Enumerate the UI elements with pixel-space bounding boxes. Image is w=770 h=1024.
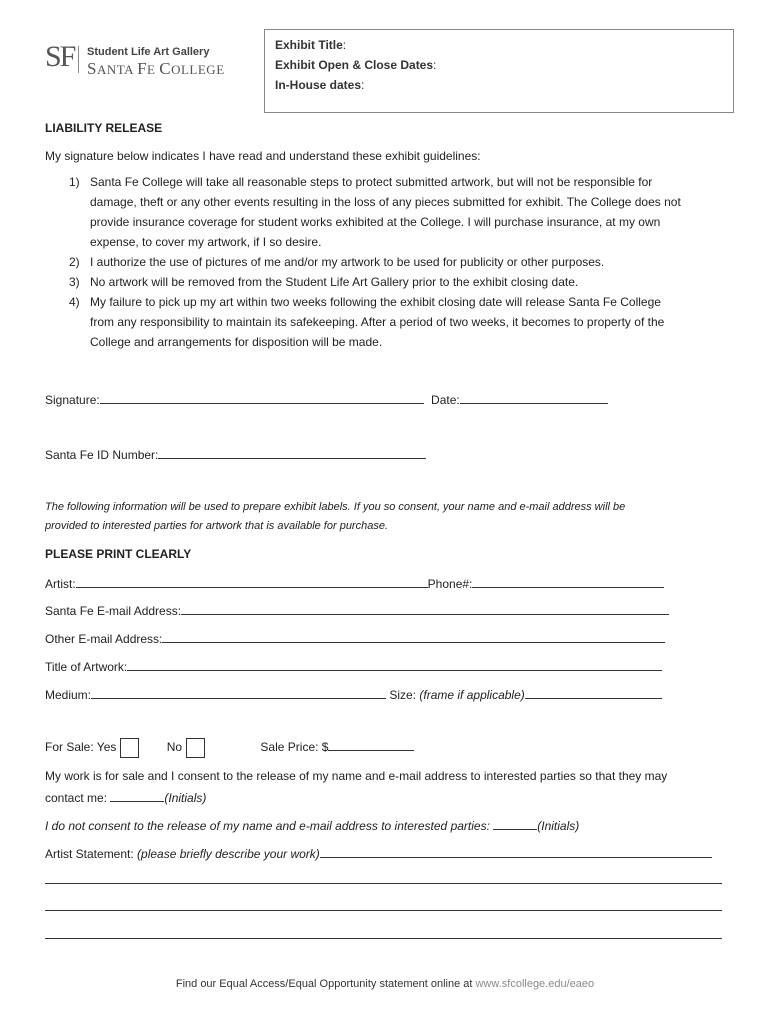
- guidelines-list: [45, 172, 725, 352]
- footer: [0, 978, 770, 990]
- medium-field[interactable]: [91, 686, 386, 699]
- artist-label: Artist:: [45, 577, 76, 591]
- exhibit-dates-field[interactable]: Exhibit Open & Close Dates:: [275, 58, 437, 72]
- signature-field[interactable]: [100, 391, 424, 404]
- no-consent-row: I do not consent to the release of my name and e-mail address to interested parties: (Initials): [45, 819, 580, 833]
- sf-email-field[interactable]: [181, 602, 669, 615]
- guideline-item: 3) No artwork will be removed from the Student Life Art Gallery prior to the exhibit closing date.: [69, 275, 579, 289]
- guideline-item: 2) I authorize the use of pictures of me and/or my artwork to be used for publicity or other purposes.: [69, 255, 605, 269]
- consent-line-2: contact me: (Initials): [45, 791, 207, 805]
- date-label: Date:: [431, 393, 460, 407]
- no-consent-initials-field[interactable]: [493, 817, 537, 830]
- statement-field-line-1[interactable]: [320, 845, 712, 858]
- sale-row: [45, 738, 414, 758]
- size-hint: (frame if applicable): [419, 688, 525, 702]
- college-name: SANTA FE COLLEGE: [87, 59, 225, 78]
- statement-field-line-3[interactable]: [45, 910, 722, 911]
- sale-price-label: Sale Price: $: [260, 740, 329, 755]
- liability-heading: LIABILITY RELEASE: [45, 121, 163, 135]
- other-email-field[interactable]: [162, 630, 665, 643]
- artist-row: [45, 575, 664, 591]
- sale-no-label: No: [166, 740, 183, 755]
- id-field[interactable]: [158, 446, 426, 459]
- statement-hint: (please briefly describe your work): [137, 847, 320, 861]
- date-field[interactable]: [460, 391, 608, 404]
- statement-label: Artist Statement:: [45, 847, 134, 861]
- medium-label: Medium:: [45, 688, 92, 702]
- other-email-row: [45, 630, 665, 646]
- title-label: Title of Artwork:: [45, 660, 128, 674]
- guideline-item: 4) My failure to pick up my art within two weeks following the exhibit closing date will release Santa Fe College from any responsibility to maintain its safekeeping. After a period of two weeks, it becomes to property of the College and arrangements for disposition will be made.: [69, 295, 665, 349]
- consent-line-1: My work is for sale and I consent to the release of my name and e-mail address to interested parties so that they may: [45, 769, 668, 783]
- statement-field-line-2[interactable]: [45, 883, 722, 884]
- title-row: [45, 658, 662, 674]
- consent-initials-field[interactable]: [110, 789, 164, 802]
- sale-price-field[interactable]: [328, 738, 414, 751]
- phone-field[interactable]: [472, 575, 664, 588]
- release-intro: My signature below indicates I have read and understand these exhibit guidelines:: [45, 149, 481, 163]
- sale-yes-checkbox[interactable]: [120, 738, 139, 758]
- title-field[interactable]: [127, 658, 662, 671]
- signature-label: Signature:: [45, 393, 100, 407]
- for-sale-label: For Sale: Yes: [45, 740, 117, 755]
- sale-no-checkbox[interactable]: [186, 738, 205, 758]
- statement-row: [45, 845, 712, 861]
- sf-email-label: Santa Fe E-mail Address:: [45, 604, 182, 618]
- id-label: Santa Fe ID Number:: [45, 448, 159, 462]
- phone-label: Phone#:: [427, 577, 473, 591]
- notice-line-2: provided to interested parties for artwork that is available for purchase.: [45, 520, 389, 532]
- exhibit-info-box: [264, 29, 734, 113]
- guideline-item: 1) Santa Fe College will take all reasonable steps to protect submitted artwork, but will not be responsible for damage, theft or any other events resulting in the loss of any pieces submitted for exhibit. The College does not provide insurance coverage for student works exhibited at the College. I will purchase insurance, at my own expense, to cover my artwork, if I so desire.: [69, 175, 681, 249]
- medium-row: [45, 686, 662, 702]
- size-field[interactable]: [525, 686, 662, 699]
- size-label: Size:: [389, 688, 417, 702]
- logo-mark: SF: [45, 40, 75, 73]
- inhouse-dates-field[interactable]: In-House dates:: [275, 78, 365, 92]
- print-heading: PLEASE PRINT CLEARLY: [45, 547, 192, 561]
- notice-line-1: The following information will be used to prepare exhibit labels. If you so consent, your name and e-mail address will be: [45, 501, 626, 513]
- signature-row: [45, 391, 608, 407]
- gallery-name: Student Life Art Gallery: [87, 46, 210, 58]
- id-row: [45, 446, 426, 462]
- sf-email-row: [45, 602, 669, 618]
- no-consent-text: I do not consent to the release of my name and e-mail address to interested parties:: [45, 819, 490, 833]
- artist-field[interactable]: [76, 575, 428, 588]
- footer-text: Find our Equal Access/Equal Opportunity statement online at: [175, 978, 476, 990]
- logo-divider: [78, 46, 79, 73]
- other-email-label: Other E-mail Address:: [45, 632, 163, 646]
- statement-field-line-4[interactable]: [45, 938, 722, 939]
- eaeo-link[interactable]: www.sfcollege.edu/eaeo: [475, 978, 595, 990]
- exhibit-title-field[interactable]: Exhibit Title:: [275, 38, 347, 52]
